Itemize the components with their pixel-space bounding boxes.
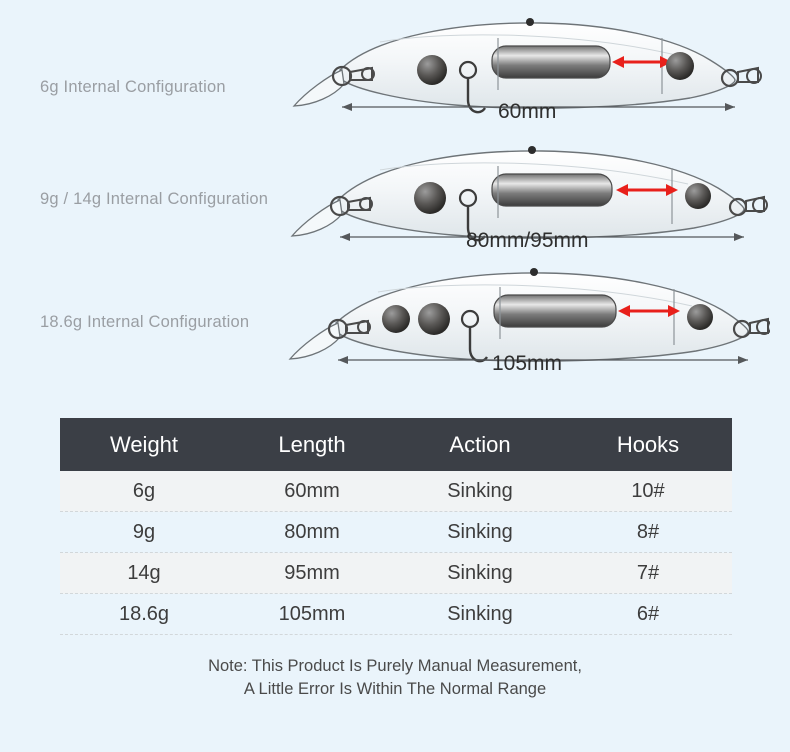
cell-hooks: 7# xyxy=(636,561,660,584)
cell-weight: 6g xyxy=(132,479,156,502)
weight-ball-rear xyxy=(666,52,694,80)
note-line-1: Note: This Product Is Purely Manual Measurement, xyxy=(208,657,582,675)
weight-bar xyxy=(492,46,610,78)
cell-hooks: 8# xyxy=(636,520,660,543)
note-line-2: A Little Error Is Within The Normal Range xyxy=(243,680,547,698)
weight-bar xyxy=(492,174,612,206)
cell-length: 105mm xyxy=(278,602,346,625)
table-row xyxy=(60,512,732,553)
dimension-label-18g: 105mm xyxy=(492,352,563,375)
table-header-row xyxy=(60,418,732,471)
column-header-action: Action xyxy=(449,431,511,457)
cell-action: Sinking xyxy=(447,561,513,584)
weight-ball-rear xyxy=(687,304,713,330)
weight-ball xyxy=(414,182,446,214)
weight-ball-front xyxy=(382,305,410,333)
row-label-18g: 18.6g Internal Configuration xyxy=(40,313,250,331)
weight-ball-rear xyxy=(685,183,711,209)
cell-weight: 9g xyxy=(132,520,156,543)
table-row xyxy=(60,471,732,512)
cell-action: Sinking xyxy=(447,520,513,543)
cell-weight: 14g xyxy=(127,561,161,584)
cell-length: 60mm xyxy=(284,479,340,502)
column-header-weight: Weight xyxy=(109,431,179,457)
dimension-label-9g-14g: 80mm/95mm xyxy=(466,229,589,252)
lure-lip xyxy=(292,200,342,236)
lure-lip xyxy=(294,70,344,106)
cell-hooks: 6# xyxy=(636,602,660,625)
cell-length: 80mm xyxy=(284,520,340,543)
cell-action: Sinking xyxy=(447,602,513,625)
measurement-note xyxy=(0,655,790,701)
cell-action: Sinking xyxy=(447,479,513,502)
spec-table xyxy=(60,418,732,635)
lure-lip xyxy=(290,323,340,359)
table-row xyxy=(60,594,732,635)
weight-ball xyxy=(417,55,447,85)
row-label-9g-14g: 9g / 14g Internal Configuration xyxy=(40,190,269,208)
weight-ball xyxy=(418,303,450,335)
cell-weight: 18.6g xyxy=(118,602,170,625)
column-header-length: Length xyxy=(278,431,346,457)
cell-hooks: 10# xyxy=(631,479,665,502)
weight-bar xyxy=(494,295,616,327)
cell-length: 95mm xyxy=(284,561,340,584)
row-label-6g: 6g Internal Configuration xyxy=(40,78,226,96)
dimension-label-6g: 60mm xyxy=(498,100,557,123)
column-header-hooks: Hooks xyxy=(616,431,680,457)
table-row xyxy=(60,553,732,594)
